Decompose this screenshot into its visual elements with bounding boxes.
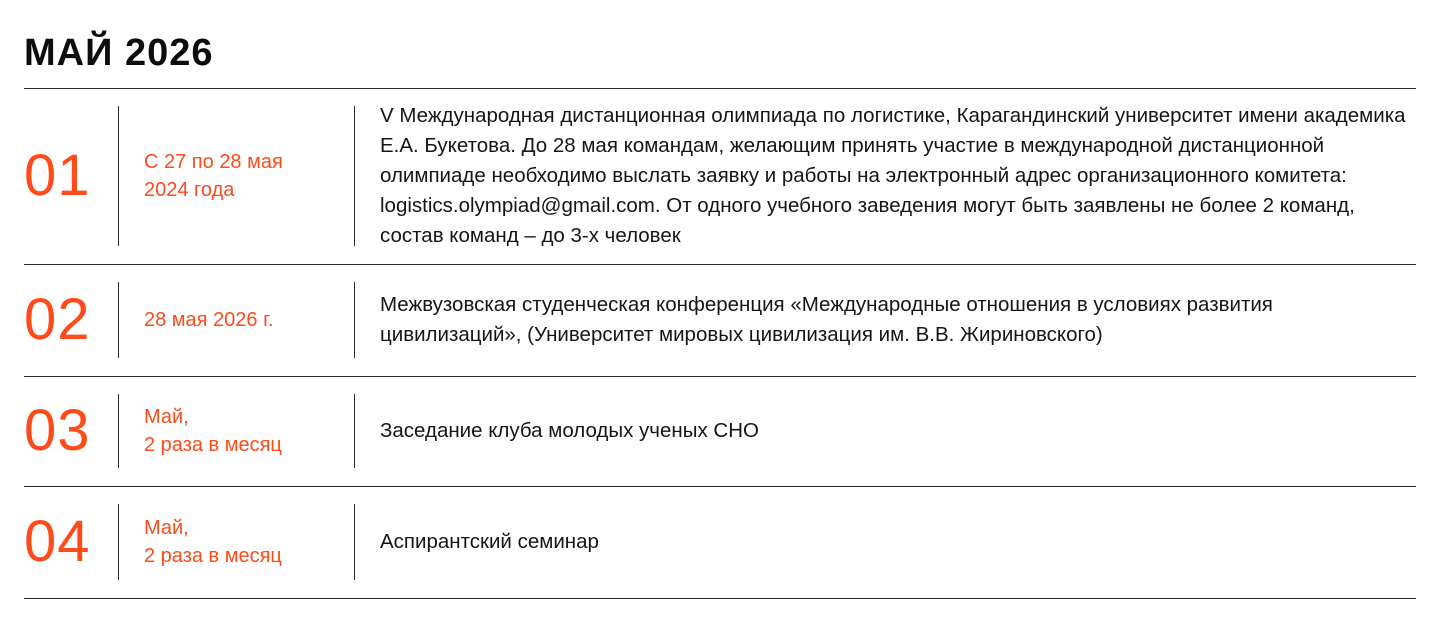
event-date: С 27 по 28 мая 2024 года: [144, 151, 283, 201]
event-date: Май, 2 раза в месяц: [144, 517, 282, 567]
page-title: МАЙ 2026: [24, 32, 214, 74]
event-row: [24, 377, 1416, 487]
event-description: Заседание клуба молодых ученых СНО: [380, 419, 759, 442]
event-description-cell: [355, 282, 1416, 358]
event-description: Межвузовская студенческая конференция «Международные отношения в условиях развития цивилизаций», (Университет мировых цивилизация им. В.В. Жириновского): [380, 293, 1273, 346]
event-description-cell: [355, 504, 1416, 580]
event-description: V Международная дистанционная олимпиада по логистике, Карагандинский университет имени академика Е.А. Букетова. До 28 мая командам, желающим принять участие в международной дистанционной олимпиаде необходимо выслать заявку и работы на электронный адрес организационного комитета: logistics.olympiad@gmail.com. От одного учебного заведения могут быть заявлены не более 2 команд, состав команд – до 3-х человек: [380, 104, 1406, 247]
event-date: Май, 2 раза в месяц: [144, 406, 282, 456]
event-row: [24, 89, 1416, 265]
event-description-cell: [355, 394, 1416, 468]
page: [24, 0, 1416, 599]
event-date: 28 мая 2026 г.: [144, 309, 274, 331]
event-row: [24, 265, 1416, 377]
event-number: 01: [24, 143, 91, 208]
event-row: [24, 487, 1416, 599]
events-list: [24, 88, 1416, 599]
event-number: 03: [24, 398, 91, 463]
event-number: 04: [24, 509, 91, 574]
event-description: Аспирантский семинар: [380, 530, 599, 553]
event-description-cell: [355, 106, 1416, 246]
event-number: 02: [24, 287, 91, 352]
